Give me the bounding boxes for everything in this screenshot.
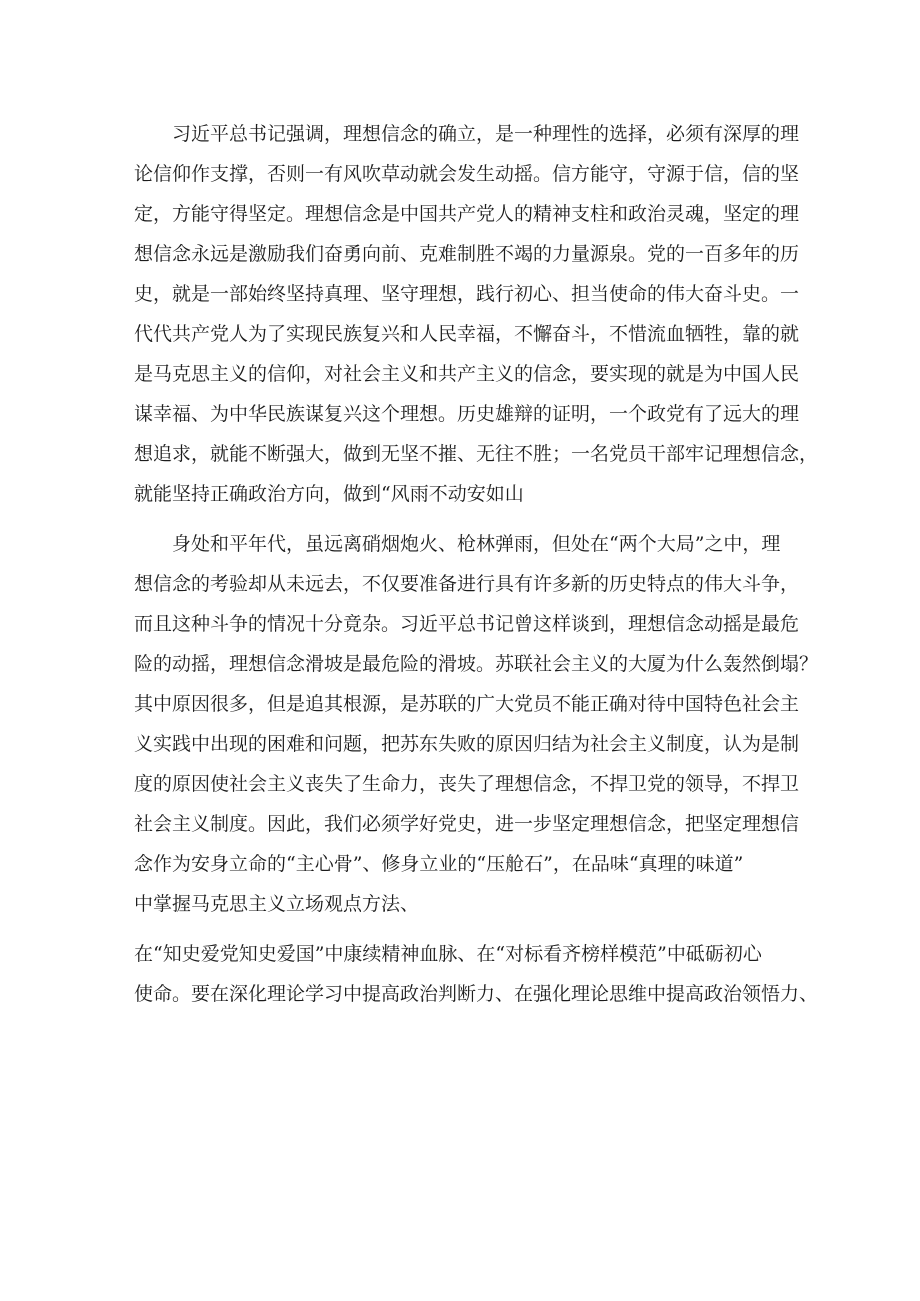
text-line: 身处和平年代，虽远离硝烟炮火、枪林弹雨，但处在“两个大局”之中，理 [172,533,781,555]
text-line: 使命。要在深化理论学习中提高政治判断力、在强化理论思维中提高政治领悟力、 [134,983,819,1005]
text-line: 在“知史爱党知史爱国”中康续精神血脉、在“对标看齐榜样模范”中砥砺初心 [134,943,762,965]
text-line: 代代共产党人为了实现民族复兴和人民幸福，不懈奋斗，不惜流血牺牲，靠的就 [134,323,800,345]
text-line: 史，就是一部始终坚持真理、坚守理想，践行初心、担当使命的伟大奋斗史。一 [134,283,800,305]
text-line: 而且这种斗争的情况十分竟杂。习近平总书记曾这样谈到，理想信念动摇是最危 [134,613,800,635]
text-line: 是马克思主义的信仰，对社会主义和共产主义的信念，要实现的就是为中国人民 [134,363,800,385]
document-body [134,114,819,1014]
text-line: 定，方能守得坚定。理想信念是中国共产党人的精神支柱和政治灵魂，坚定的理 [134,203,800,225]
text-line: 险的动摇，理想信念滑坡是最危险的滑坡。苏联社会主义的大厦为什么轰然倒塌？ [134,653,819,675]
text-line: 其中原因很多，但是追其根源，是苏联的广大党员不能正确对待中国特色社会主 [134,693,800,715]
text-line: 论信仰作支撑，否则一有风吹草动就会发生动摇。信方能守，守源于信，信的坚 [134,163,800,185]
paragraph-3 [134,934,819,1014]
text-line: 谋幸福、为中华民族谋复兴这个理想。历史雄辩的证明，一个政党有了远大的理 [134,403,800,425]
text-line: 度的原因使社会主义丧失了生命力，丧失了理想信念，不捍卫党的领导，不捍卫 [134,773,800,795]
text-line: 中掌握马克思主义立场观点方法、 [134,893,420,915]
text-line: 想信念的考验却从未远去，不仅要准备进行具有许多新的历史特点的伟大斗争， [134,573,800,595]
text-line: 社会主义制度。因此，我们必须学好党史，进一步坚定理想信念，把坚定理想信 [134,813,800,835]
paragraph-1 [134,114,819,514]
text-line: 念作为安身立命的“主心骨”、修身立业的“压舱石”，在品味“真理的味道” [134,853,744,875]
paragraph-2 [134,524,819,924]
text-line: 想追求，就能不断强大，做到无坚不摧、无往不胜；一名党员干部牢记理想信念， [134,443,819,465]
text-line: 就能坚持正确政治方向，做到“风雨不动安如山 [134,483,524,505]
text-line: 想信念永远是激励我们奋勇向前、克难制胜不竭的力量源泉。党的一百多年的历 [134,243,800,265]
text-line: 义实践中出现的困难和问题，把苏东失败的原因归结为社会主义制度，认为是制 [134,733,800,755]
text-line: 习近平总书记强调，理想信念的确立，是一种理性的选择，必须有深厚的理 [172,123,800,145]
